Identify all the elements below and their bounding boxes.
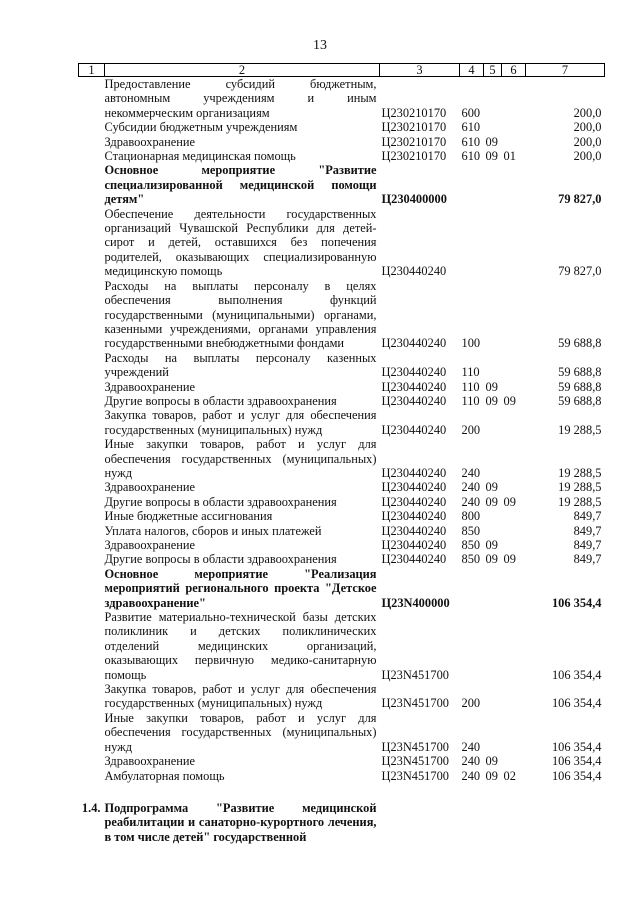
row-pr [502,380,526,394]
row-pr [502,120,526,134]
empty-cell [484,783,502,844]
row-code: Ц23N451700 [381,754,449,769]
row-rz [484,279,502,351]
row-description: Здравоохранение [104,754,196,769]
row-vr: 850 [461,538,481,552]
row-rz: 09 [485,134,498,149]
row-index [79,408,105,437]
row-description: Здравоохранение [104,480,196,495]
row-code: Ц230210170 [381,120,447,135]
row-index [79,437,105,480]
empty-cell [502,783,526,844]
row-amount: 59 688,8 [558,365,602,380]
row-description: Расходы на выплаты персоналу казенных учреждений [104,350,377,380]
row-pr: 09 [503,552,516,567]
row-rz: 09 [485,149,498,164]
row-description: Другие вопросы в области здравоохранения [104,494,337,509]
row-rz [484,711,502,754]
row-vr: 240 [461,494,481,509]
header-cell: 2 [105,64,380,77]
row-description: Иные бюджетные ассигнования [104,509,273,524]
table-row [79,711,605,754]
row-amount: 106 354,4 [551,667,602,682]
row-code: Ц230440240 [381,494,447,509]
row-amount: 849,7 [573,538,602,552]
row-code: Ц23N451700 [381,739,449,754]
row-index [79,279,105,351]
header-cell: 6 [502,64,526,77]
row-vr: 850 [461,552,481,567]
row-index [79,351,105,380]
row-index [79,495,105,509]
row-code: Ц230440240 [381,379,447,394]
row-index [79,538,105,552]
row-rz [484,610,502,682]
row-code: Ц230440240 [381,465,447,480]
row-index [79,163,105,206]
row-description: Амбулаторная помощь [104,768,225,783]
row-amount: 59 688,8 [558,393,602,408]
row-index [79,552,105,566]
row-vr: 240 [461,465,481,480]
row-code: Ц230440240 [381,393,447,408]
row-amount: 106 354,4 [551,739,602,754]
row-vr: 600 [461,105,481,120]
row-code: Ц230440240 [381,422,447,437]
row-index [79,380,105,394]
row-rz [484,77,502,121]
row-vr: 240 [461,480,481,495]
row-amount: 106 354,4 [551,696,602,711]
row-index [79,207,105,279]
row-vr: 110 [461,393,480,408]
row-vr: 610 [461,149,481,164]
row-pr: 02 [503,768,516,783]
row-amount: 19 288,5 [558,494,602,509]
row-rz [484,509,502,523]
row-description: Уплата налогов, сборов и иных платежей [104,523,322,538]
row-index [79,711,105,754]
row-rz: 09 [485,538,498,552]
row-amount: 200,0 [573,105,602,120]
row-amount: 106 354,4 [551,595,602,610]
table-row [79,480,605,494]
row-index [79,610,105,682]
table-row [79,149,605,163]
table-row [79,509,605,523]
row-index [79,682,105,711]
row-vr [460,207,484,279]
row-pr: 09 [503,494,516,509]
header-cell: 4 [460,64,484,77]
row-description: Основное мероприятие "Развитие специализированной медицинской помощи детям" [104,163,377,207]
row-amount: 59 688,8 [558,336,602,351]
row-description: Здравоохранение [104,134,196,149]
subprogram-row [79,783,605,844]
empty-cell [380,783,460,844]
row-pr: 01 [503,149,516,164]
row-rz [484,351,502,380]
row-amount: 59 688,8 [558,379,602,394]
row-code: Ц23N400000 [381,595,450,610]
row-vr: 110 [461,365,480,380]
header-cell: 1 [79,64,105,77]
row-amount: 106 354,4 [551,768,602,783]
row-amount: 19 288,5 [558,480,602,495]
row-pr [502,480,526,494]
row-description: Иные закупки товаров, работ и услуг для обеспечения государственных (муниципальных) нужд [104,710,377,754]
row-index [79,754,105,768]
row-rz [484,163,502,206]
row-vr [460,163,484,206]
table-row [79,754,605,768]
row-amount: 79 827,0 [558,192,602,207]
row-description: Закупка товаров, работ и услуг для обеспечения государственных (муниципальных) нужд [104,682,377,711]
row-description: Основное мероприятие "Реализация мероприятий регионального проекта "Детское здравоохранение" [104,566,377,610]
row-code: Ц23N451700 [381,667,449,682]
row-rz: 09 [485,754,498,769]
subprogram-number: 1.4. [81,800,101,815]
row-index [79,567,105,610]
row-amount: 79 827,0 [558,264,602,279]
row-pr [502,77,526,121]
header-cell: 5 [484,64,502,77]
table-row [79,538,605,552]
row-amount: 200,0 [573,120,602,135]
row-vr: 110 [461,379,480,394]
row-rz: 09 [485,552,498,567]
table-row [79,77,605,121]
row-vr: 240 [461,739,481,754]
row-rz: 09 [485,480,498,495]
row-vr: 240 [461,768,481,783]
table-row [79,380,605,394]
table-row [79,207,605,279]
row-code: Ц230440240 [381,264,447,279]
table-row [79,524,605,538]
row-index [79,149,105,163]
row-pr [502,163,526,206]
header-cell: 7 [526,64,605,77]
row-vr: 100 [461,336,481,351]
row-description: Расходы на выплаты персоналу в целях обеспечения выполнения функций государственными (муниципальными) органами, казенными учреждениями, органами управления государственными внебюджетными фондами [104,278,377,351]
row-pr [502,279,526,351]
row-code: Ц23N451700 [381,768,449,783]
row-vr: 610 [461,120,481,135]
table-header [79,64,605,77]
row-pr [502,567,526,610]
row-rz: 09 [485,494,498,509]
row-index [79,394,105,408]
row-pr [502,408,526,437]
table-row [79,120,605,134]
header-cell: 3 [380,64,460,77]
row-pr [502,524,526,538]
row-description: Иные закупки товаров, работ и услуг для обеспечения государственных (муниципальных) нужд [104,437,377,480]
row-vr: 850 [461,523,481,538]
table-row [79,495,605,509]
page-number: 13 [313,38,327,53]
row-description: Обеспечение деятельности государственных организаций Чувашской Республики для детей-сирот и детей, оставшихся без попечения родителей, оказывающих специализированную медицинскую помощь [104,206,377,279]
row-pr [502,610,526,682]
row-vr [460,567,484,610]
table-row [79,769,605,783]
row-code: Ц230210170 [381,105,447,120]
row-index [79,524,105,538]
row-pr [502,711,526,754]
table-row [79,437,605,480]
empty-cell [460,783,484,844]
row-amount: 849,7 [573,552,602,567]
row-pr [502,135,526,149]
row-description: Здравоохранение [104,379,196,394]
row-index [79,509,105,523]
row-rz [484,408,502,437]
table-row [79,610,605,682]
row-code: Ц230210170 [381,149,447,164]
row-vr: 200 [461,422,481,437]
row-code: Ц230400000 [381,192,447,207]
row-code: Ц230440240 [381,336,447,351]
row-description: Другие вопросы в области здравоохранения [104,393,337,408]
row-code: Ц230440240 [381,538,447,552]
row-pr [502,682,526,711]
table-row [79,351,605,380]
row-pr [502,754,526,768]
row-code: Ц230440240 [381,365,447,380]
row-rz [484,207,502,279]
row-description: Субсидии бюджетным учреждениям [104,120,298,135]
row-vr: 200 [461,696,481,711]
row-pr [502,509,526,523]
row-rz [484,120,502,134]
table-row [79,135,605,149]
row-rz [484,524,502,538]
budget-table [78,63,605,844]
row-code: Ц23N451700 [381,696,449,711]
row-rz [484,567,502,610]
row-rz [484,682,502,711]
row-amount: 849,7 [573,523,602,538]
row-rz [484,437,502,480]
row-description: Стационарная медицинская помощь [104,149,296,164]
row-vr: 800 [461,509,481,524]
table-row [79,567,605,610]
row-code: Ц230440240 [381,480,447,495]
row-rz: 09 [485,768,498,783]
table-row [79,394,605,408]
row-index [79,480,105,494]
row-code: Ц230440240 [381,552,447,567]
row-rz: 09 [485,379,498,394]
table-row [79,408,605,437]
row-description: Предоставление субсидий бюджетным, автономным учреждениям и иным некоммерческим организациям [104,77,377,120]
row-pr [502,538,526,552]
row-description: Закупка товаров, работ и услуг для обеспечения государственных (муниципальных) нужд [104,408,377,437]
row-amount: 106 354,4 [551,754,602,769]
row-index [79,135,105,149]
subprogram-title: Подпрограмма "Развитие медицинской реабилитации и санаторно-курортного лечения, в том числе детей" государственной [104,800,377,844]
row-index [79,77,105,121]
empty-cell [526,783,605,844]
row-pr [502,351,526,380]
row-code: Ц230440240 [381,509,447,524]
row-index [79,769,105,783]
row-pr [502,437,526,480]
row-vr [460,610,484,682]
row-description: Другие вопросы в области здравоохранения [104,552,337,567]
row-pr: 09 [503,393,516,408]
table-row [79,279,605,351]
row-pr [502,207,526,279]
table-body [79,77,605,845]
row-vr: 240 [461,754,481,769]
row-amount: 19 288,5 [558,422,602,437]
row-amount: 200,0 [573,149,602,164]
row-amount: 849,7 [573,509,602,524]
row-description: Развитие материально-технической базы детских поликлиник и детских поликлинических отделений медицинских организаций, оказывающих первичную медико-санитарную помощь [104,610,377,682]
table-row [79,163,605,206]
row-rz: 09 [485,393,498,408]
row-amount: 19 288,5 [558,465,602,480]
row-amount: 200,0 [573,134,602,149]
row-vr: 610 [461,134,481,149]
row-index [79,120,105,134]
row-description: Здравоохранение [104,538,196,552]
row-code: Ц230210170 [381,134,447,149]
row-code: Ц230440240 [381,523,447,538]
table-row [79,552,605,566]
table-row [79,682,605,711]
